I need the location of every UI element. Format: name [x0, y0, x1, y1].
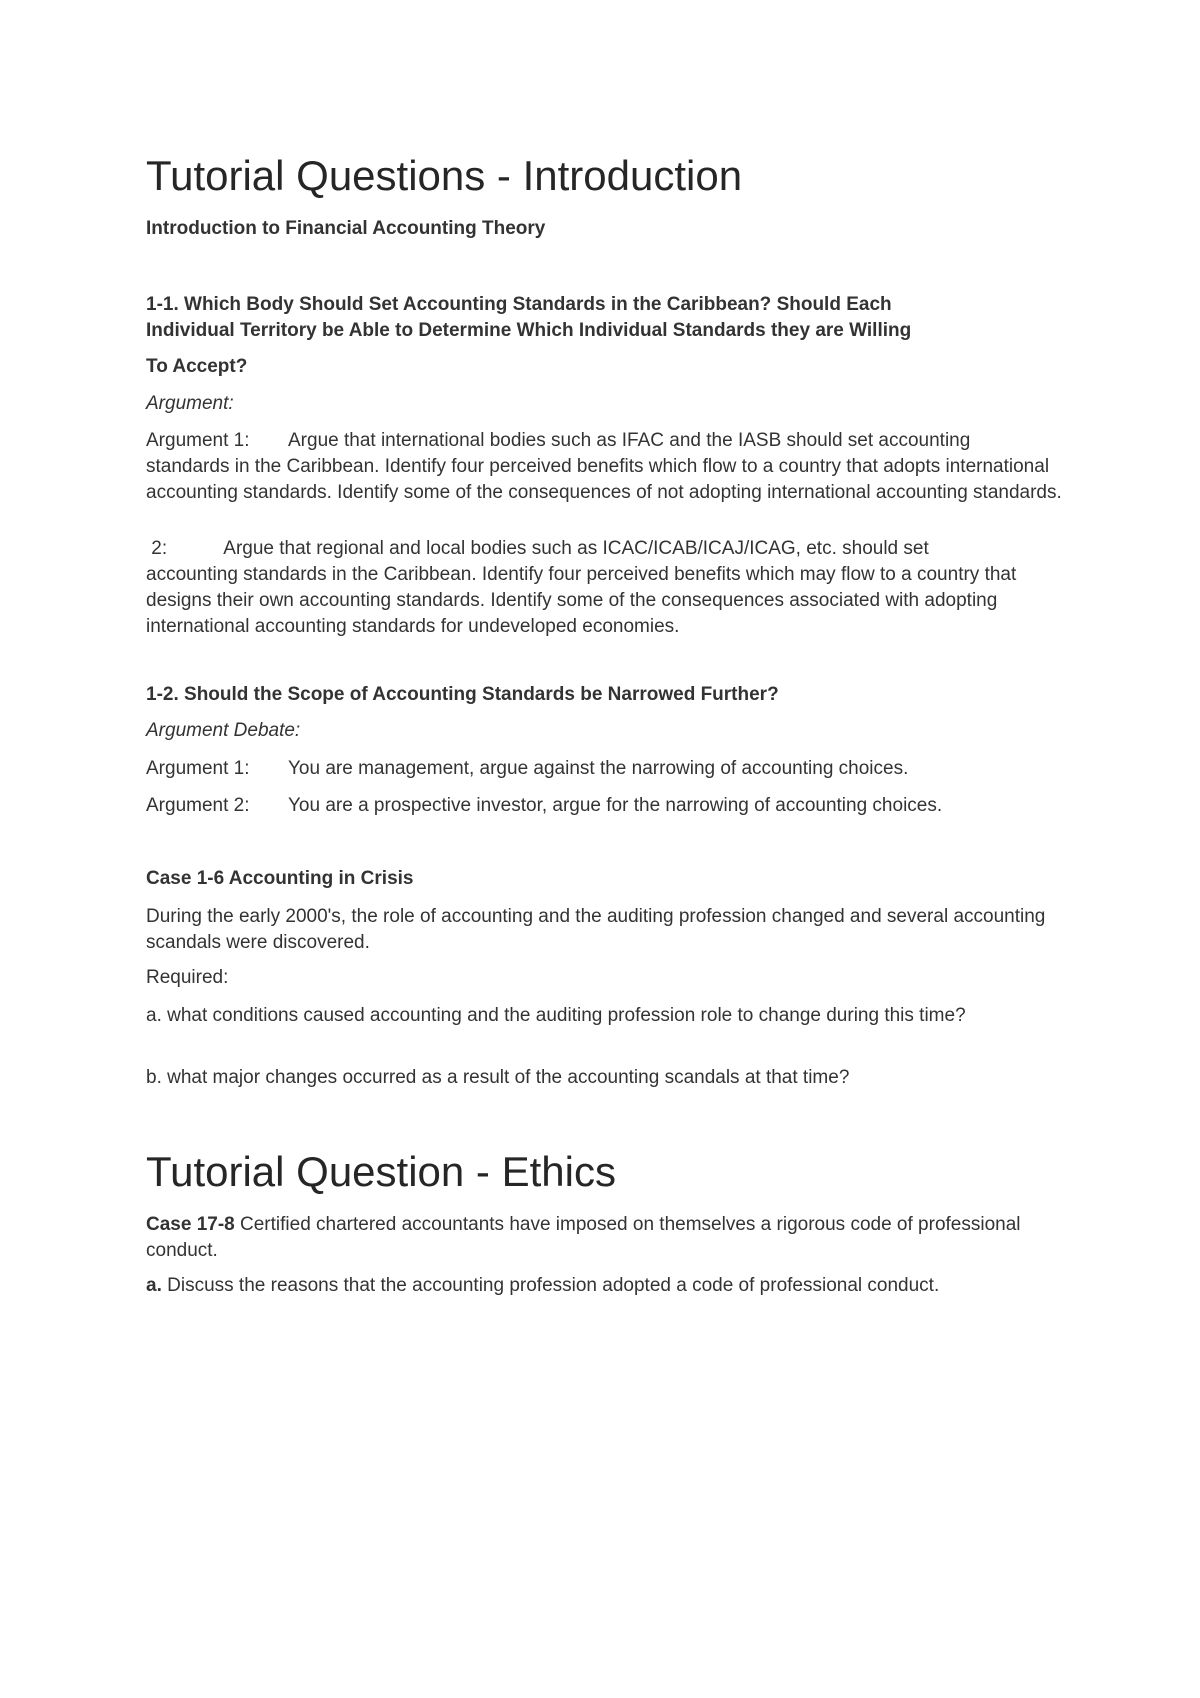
q1-argument-1 — [146, 428, 1066, 506]
case-1-6-intro: During the early 2000's, the role of accounting and the auditing profession changed and several accounting scandals were discovered. — [146, 906, 1046, 953]
case-17-8-text: Certified chartered accountants have imposed on themselves a rigorous code of professional conduct. — [146, 1214, 1021, 1261]
q1-argument-1-label: Argument 1: — [146, 430, 250, 451]
question-1-1-heading-line-1: 1-1. Which Body Should Set Accounting Standards in the Caribbean? Should Each — [146, 294, 892, 315]
q1-argument-2-first-line: Argue that regional and local bodies such as ICAC/ICAB/ICAJ/ICAG, etc. should set — [223, 538, 929, 559]
section-subtitle: Introduction to Financial Accounting Theory — [146, 218, 546, 239]
argument-debate-label: Argument Debate: — [146, 720, 301, 741]
section-title-ethics: Tutorial Question - Ethics — [146, 1148, 616, 1195]
q1-argument-1-rest: standards in the Caribbean. Identify four perceived benefits which flow to a country that adopts international accounting standards. Identify some of the consequences of not adopting international accounting standards. — [146, 456, 1062, 503]
case-17-8-item-a-label: a. — [146, 1275, 162, 1296]
case-1-6-heading: Case 1-6 Accounting in Crisis — [146, 868, 414, 889]
q1-argument-1-first-line: Argue that international bodies such as IFAC and the IASB should set accounting — [288, 430, 971, 451]
question-1-1-heading-line-3: To Accept? — [146, 356, 248, 377]
case-17-8-paragraph — [146, 1212, 1066, 1264]
case-17-8-item-a — [146, 1273, 1066, 1299]
q1-argument-2-rest: accounting standards in the Caribbean. Identify four perceived benefits which may flow to a country that designs their own accounting standards. Identify some of the consequences associated with adopting international accounting standards for undeveloped economies. — [146, 564, 1017, 637]
q2-argument-2-label: Argument 2: — [146, 795, 250, 816]
question-1-2-heading: 1-2. Should the Scope of Accounting Standards be Narrowed Further? — [146, 684, 779, 705]
q2-argument-2 — [146, 793, 1066, 819]
argument-label: Argument: — [146, 393, 234, 414]
q1-argument-2 — [146, 536, 1066, 640]
q1-argument-2-label: 2: — [151, 538, 168, 559]
required-label: Required: — [146, 967, 229, 988]
question-1-1-heading-line-2: Individual Territory be Able to Determine Which Individual Standards they are Willing — [146, 320, 912, 341]
case-17-8-label: Case 17-8 — [146, 1214, 235, 1235]
question-1-1-heading — [146, 292, 1066, 344]
section-title-introduction: Tutorial Questions - Introduction — [146, 152, 743, 199]
q2-argument-2-text: You are a prospective investor, argue for the narrowing of accounting choices. — [288, 795, 943, 816]
q2-argument-1-label: Argument 1: — [146, 758, 250, 779]
case-1-6-item-a: a. what conditions caused accounting and the auditing profession role to change during this time? — [146, 1005, 966, 1026]
case-1-6-item-b: b. what major changes occurred as a result of the accounting scandals at that time? — [146, 1067, 850, 1088]
case-17-8-item-a-text: Discuss the reasons that the accounting profession adopted a code of professional conduct. — [161, 1275, 940, 1296]
q2-argument-1-text: You are management, argue against the narrowing of accounting choices. — [288, 758, 909, 779]
q2-argument-1 — [146, 756, 1066, 782]
